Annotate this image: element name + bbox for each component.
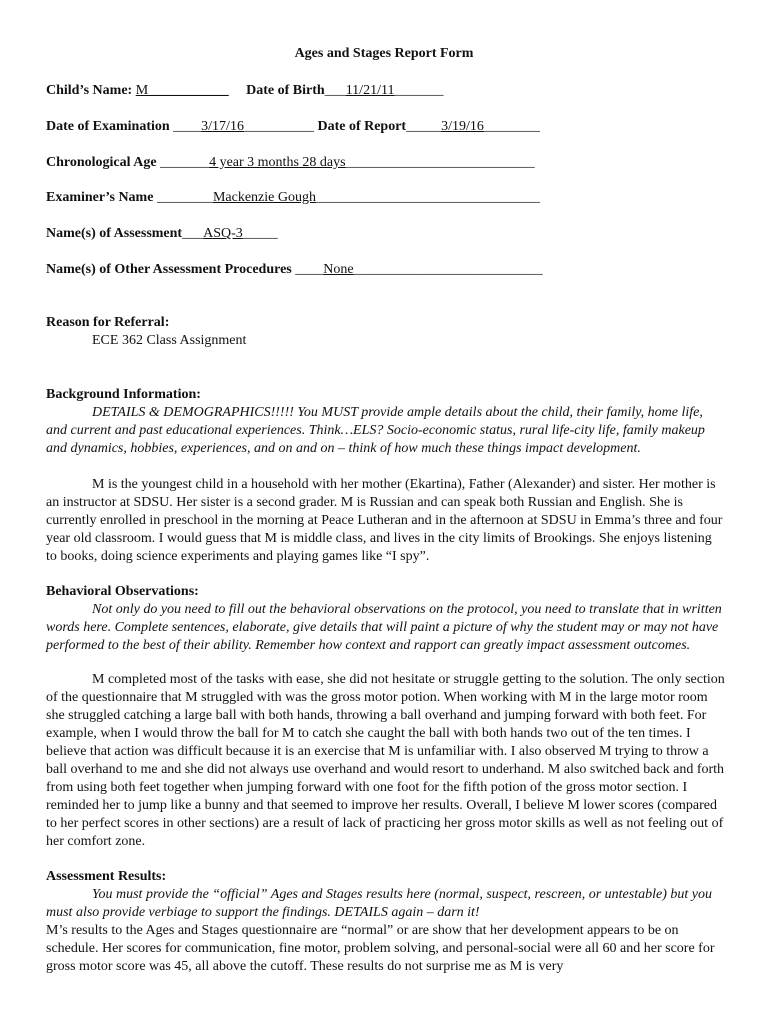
- row-age: [46, 155, 535, 171]
- child-name-field: [132, 83, 228, 98]
- age-label: Chronological Age: [46, 155, 157, 170]
- background-heading: Background Information:: [46, 387, 201, 402]
- exam-date-field: ____3/17/16__________: [169, 119, 314, 134]
- background-instructions: DETAILS & DEMOGRAPHICS!!!!! You MUST provide ample details about the child, their family, home life, and current and past educational experiences. Think…ELS? Socio-economic status, rural life-city life, family makeup and dynamics, hobbies, experiences, and on and on – think of how much these things impact development.: [46, 405, 705, 456]
- examiner-label: Examiner’s Name: [46, 190, 154, 205]
- assessment-value: ASQ-3: [203, 226, 243, 241]
- exam-date-value: 3/17/16: [201, 119, 244, 134]
- dob-label: Date of Birth: [246, 83, 325, 98]
- behavioral-body: M completed most of the tasks with ease, she did not hesitate or struggle getting to the solution. The only section of the questionnaire that M struggled with was the gross motor potion. When working with M in the large motor room she struggled catching a large ball with both hands, throwing a ball overhand and jumping forward with both feet. For example, when I would throw the ball for M to catch she caught the ball with both hands two out of the ten times. I believe that action was difficult because it is an exercise that M is unfamiliar with. I also observed M trying to throw a ball overhand to me and she did not always use overhand and would resort to underhand. M also switched back and forth from using both feet together when jumping forward with one foot for the fifth potion of the gross motor section. I reminded her to jump like a bunny and that seemed to improve her results. Overall, I believe M lower scores (compared to her perfect scores in other sections) are a result of lack of practicing her gross motor skills as well as not feeling out of her comfort zone.: [46, 672, 725, 849]
- report-date-field: _____3/19/16________: [406, 119, 540, 134]
- referral-text: ECE 362 Class Assignment: [92, 333, 247, 348]
- exam-date-label: Date of Examination: [46, 119, 170, 134]
- examiner-field: ________Mackenzie Gough________________________________: [153, 190, 540, 205]
- age-field: _______4 year 3 months 28 days___________________________: [156, 155, 535, 170]
- results-instructions: You must provide the “official” Ages and Stages results here (normal, suspect, rescreen, or untestable) but you must also provide verbiage to support the findings. DETAILS again – darn it!: [46, 887, 712, 920]
- referral-heading: Reason for Referral:: [46, 315, 170, 330]
- form-title: Ages and Stages Report Form: [294, 46, 474, 61]
- row-examiner: [46, 190, 540, 206]
- examiner-value: Mackenzie Gough: [212, 190, 316, 205]
- age-value: 4 year 3 months 28 days: [209, 155, 346, 170]
- row-other-procedures: [46, 262, 543, 278]
- results-heading: Assessment Results:: [46, 869, 167, 884]
- other-procedures-value: None: [323, 262, 354, 277]
- other-procedures-label: Name(s) of Other Assessment Procedures: [46, 262, 292, 277]
- row-dates: [46, 119, 540, 135]
- dob-field: ___11/21/11_______: [324, 83, 444, 98]
- row-child-info: [46, 83, 443, 99]
- assessment-field: ___ASQ-3_____: [182, 226, 278, 241]
- row-assessment: [46, 226, 278, 242]
- report-date-value: 3/19/16: [441, 119, 484, 134]
- assessment-label: Name(s) of Assessment: [46, 226, 183, 241]
- behavioral-heading: Behavioral Observations:: [46, 584, 199, 599]
- child-name-label: Child’s Name:: [46, 83, 133, 98]
- child-name-value: M ___________: [135, 83, 229, 98]
- results-body: M’s results to the Ages and Stages questionnaire are “normal” or are show that her development appears to be on schedule. Her scores for communication, fine motor, problem solving, and personal-social were all 60 and her score for gross motor score was 45, all above the cutoff. These results do not surprise me as M is very: [46, 923, 715, 974]
- dob-value: 11/21/11: [345, 83, 395, 98]
- other-procedures-field: ____None___________________________: [291, 262, 543, 277]
- background-body: M is the youngest child in a household with her mother (Ekartina), Father (Alexander) and sister. Her mother is an instructor at SDSU. Her sister is a second grader. M is Russian and can speak both Russian and English. She is currently enrolled in preschool in the morning at Peace Lutheran and in the afternoon at SDSU in Emma’s three and four year old classroom. I would guess that M is middle class, and lives in the city limits of Brookings. She enjoys listening to books, doing science experiments and playing games like “I spy”.: [46, 477, 723, 564]
- behavioral-instructions: Not only do you need to fill out the behavioral observations on the protocol, you need to translate that in written words here. Complete sentences, elaborate, give details that will paint a picture of why the student may or may not have performed to the best of their ability. Remember how context and rapport can greatly impact assessment outcomes.: [46, 602, 722, 653]
- report-date-label: Date of Report: [317, 119, 407, 134]
